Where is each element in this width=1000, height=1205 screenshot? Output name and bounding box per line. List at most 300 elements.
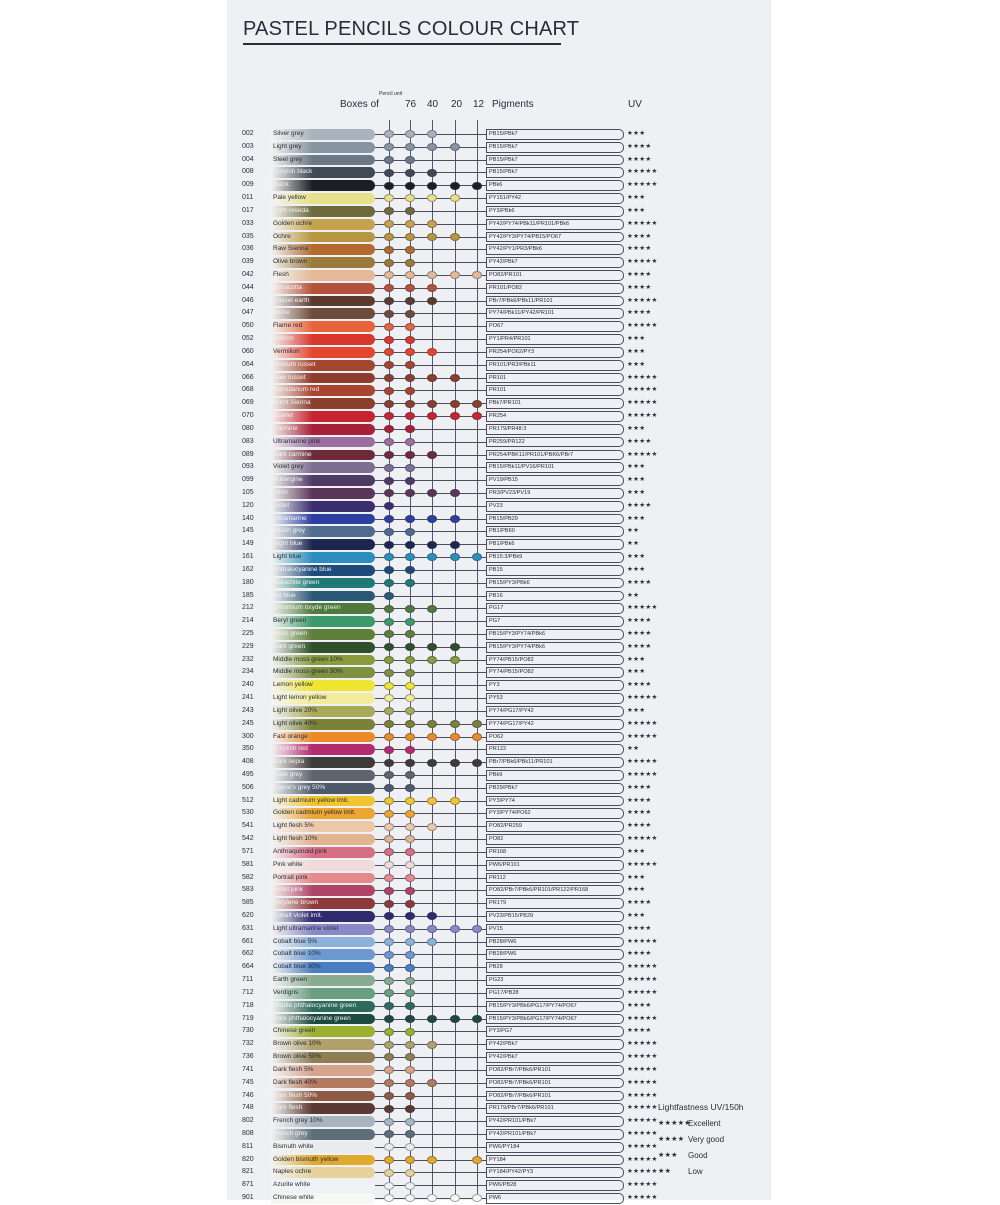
colour-code: 241 [242, 694, 254, 702]
pigment-label: PB28/PW6 [486, 937, 624, 948]
colour-row [227, 615, 771, 628]
colour-name: Violet [273, 501, 290, 509]
colour-code: 661 [242, 937, 254, 945]
colour-code: 811 [242, 1142, 254, 1150]
box-dot-unit [384, 694, 394, 702]
colour-code: 240 [242, 681, 254, 689]
header-box-76: 76 [405, 99, 417, 110]
box-dot-76 [405, 425, 415, 433]
pigment-label: PY3/PY74/PO62 [486, 808, 624, 819]
colour-name: Light ultramarine violet [273, 924, 339, 932]
colour-name: Light olive 40% [273, 719, 318, 727]
box-dot-76 [405, 669, 415, 677]
colour-name: Moss green [273, 629, 307, 637]
header-pencil-unit: Pencil unit [379, 91, 403, 97]
uv-rating: ★★★★★ [627, 322, 658, 330]
colour-row [227, 1025, 771, 1038]
header-pigments: Pigments [492, 99, 534, 110]
colour-row [227, 666, 771, 679]
uv-rating: ★★★★ [627, 899, 652, 907]
uv-rating: ★★★ [627, 347, 646, 355]
page-title: PASTEL PENCILS COLOUR CHART [243, 18, 580, 40]
pigment-label: PY151/PY42 [486, 193, 624, 204]
box-dot-20 [450, 759, 460, 767]
colour-code: 820 [242, 1155, 254, 1163]
box-dot-40 [427, 656, 437, 664]
box-dot-76 [405, 323, 415, 331]
box-dot-76 [405, 182, 415, 190]
legend-item [658, 1151, 768, 1167]
pigment-label: PY184/PY42/PY3 [486, 1167, 624, 1178]
colour-row [227, 577, 771, 590]
uv-rating: ★★★★★ [627, 1104, 658, 1112]
colour-name: Phthalocyanine blue [273, 565, 332, 573]
uv-rating: ★★★★★ [627, 296, 658, 304]
colour-code: 105 [242, 488, 254, 496]
uv-rating: ★★★★★ [627, 694, 658, 702]
box-dot-unit [384, 541, 394, 549]
colour-code: 060 [242, 347, 254, 355]
box-dot-unit [384, 400, 394, 408]
colour-name: Black [273, 181, 289, 189]
box-dot-76 [405, 810, 415, 818]
colour-code: 901 [242, 1194, 254, 1202]
box-dot-unit [384, 656, 394, 664]
uv-rating: ★★★★★ [627, 835, 658, 843]
box-dot-40 [427, 130, 437, 138]
box-dot-unit [384, 259, 394, 267]
box-dot-76 [405, 412, 415, 420]
colour-name: Malachite green [273, 578, 320, 586]
box-dot-unit [384, 477, 394, 485]
pigment-label: PY53 [486, 693, 624, 704]
box-dot-76 [405, 823, 415, 831]
colour-code: 064 [242, 360, 254, 368]
colour-code: 046 [242, 296, 254, 304]
box-dot-40 [427, 374, 437, 382]
pigment-label: PV19/PB15 [486, 475, 624, 486]
uv-rating: ★★★★★ [627, 450, 658, 458]
colour-code: 808 [242, 1129, 254, 1137]
pigment-label: PO67 [486, 321, 624, 332]
colour-row [227, 731, 771, 744]
box-dot-20 [450, 553, 460, 561]
pigment-label: PG23 [486, 975, 624, 986]
box-dot-76 [405, 387, 415, 395]
box-dot-40 [427, 643, 437, 651]
box-dot-76 [405, 156, 415, 164]
uv-rating: ★★★★★ [627, 412, 658, 420]
colour-row [227, 884, 771, 897]
colour-name: Pale yellow [273, 194, 306, 202]
colour-row [227, 307, 771, 320]
colour-code: 512 [242, 796, 254, 804]
pigment-label: PR122 [486, 744, 624, 755]
colour-row [227, 1013, 771, 1026]
box-dot-unit [384, 502, 394, 510]
colour-row [227, 641, 771, 654]
colour-code: 089 [242, 450, 254, 458]
colour-name: Cobalt violet imit. [273, 912, 323, 920]
uv-rating: ★★★★ [627, 142, 652, 150]
box-dot-12 [472, 720, 482, 728]
uv-rating: ★★★ [627, 565, 646, 573]
box-dot-unit [384, 912, 394, 920]
colour-name: Cobalt blue 30% [273, 963, 321, 971]
box-dot-unit [384, 900, 394, 908]
colour-row [227, 1192, 771, 1205]
legend-label: Very good [688, 1135, 725, 1144]
box-dot-unit [384, 771, 394, 779]
box-dot-unit [384, 1118, 394, 1126]
colour-code: 004 [242, 155, 254, 163]
colour-code: 541 [242, 822, 254, 830]
colour-name: Earth green [273, 976, 307, 984]
colour-code: 070 [242, 412, 254, 420]
colour-code: 180 [242, 578, 254, 586]
uv-rating: ★★★★ [627, 617, 652, 625]
pigment-label: PR101 [486, 385, 624, 396]
colour-code: 099 [242, 476, 254, 484]
colour-code: 243 [242, 706, 254, 714]
box-dot-unit [384, 989, 394, 997]
colour-row [227, 859, 771, 872]
pigment-label: PB15 [486, 565, 624, 576]
colour-row [227, 449, 771, 462]
colour-row [227, 782, 771, 795]
pigment-label: PY184 [486, 1155, 624, 1166]
colour-row [227, 769, 771, 782]
colour-row [227, 948, 771, 961]
pigment-label: PB15/PBk7 [486, 129, 624, 140]
box-dot-unit [384, 618, 394, 626]
colour-name: Medium russet [273, 360, 316, 368]
colour-row [227, 961, 771, 974]
box-dot-76 [405, 720, 415, 728]
colour-row [227, 423, 771, 436]
box-dot-unit [384, 643, 394, 651]
box-dot-unit [384, 156, 394, 164]
colour-name: Light blue [273, 553, 302, 561]
legend-title: Lightfastness UV/150h [658, 1102, 744, 1112]
box-dot-76 [405, 579, 415, 587]
colour-name: Dark flesh [273, 1104, 303, 1112]
colour-name: Fast orange [273, 732, 308, 740]
box-dot-40 [427, 823, 437, 831]
colour-name: Ochre [273, 232, 291, 240]
uv-rating: ★★★★★ [627, 373, 658, 381]
colour-code: 350 [242, 745, 254, 753]
box-dot-76 [405, 143, 415, 151]
box-dot-unit [384, 848, 394, 856]
colour-code: 035 [242, 232, 254, 240]
box-dot-40 [427, 182, 437, 190]
box-dot-40 [427, 541, 437, 549]
colour-code: 080 [242, 424, 254, 432]
uv-rating: ★★★★★ [627, 258, 658, 266]
box-dot-76 [405, 438, 415, 446]
box-dot-unit [384, 515, 394, 523]
pigment-label: PY3/PG7 [486, 1026, 624, 1037]
colour-name: Carmine [273, 424, 298, 432]
colour-row [227, 833, 771, 846]
colour-row [227, 602, 771, 615]
uv-rating: ★★★★★ [627, 1194, 658, 1202]
box-dot-unit [384, 938, 394, 946]
box-dot-unit [384, 528, 394, 536]
colour-name: Olive brown [273, 258, 308, 266]
pigment-label: PB15/PY3/PBk6 [486, 578, 624, 589]
uv-rating: ★★★★ [627, 924, 652, 932]
pigment-label: PBk7/PR101 [486, 398, 624, 409]
box-dot-unit [384, 1156, 394, 1164]
pigment-label: PO82 [486, 834, 624, 845]
box-dot-unit [384, 682, 394, 690]
colour-code: 033 [242, 219, 254, 227]
header-boxes-of: Boxes of [340, 99, 379, 110]
box-dot-unit [384, 720, 394, 728]
box-dot-unit [384, 207, 394, 215]
box-dot-unit [384, 746, 394, 754]
box-dot-40 [427, 1156, 437, 1164]
box-dot-40 [427, 720, 437, 728]
colour-row [227, 397, 771, 410]
uv-rating: ★★★★ [627, 681, 652, 689]
box-dot-unit [384, 464, 394, 472]
box-dot-20 [450, 515, 460, 523]
colour-row [227, 756, 771, 769]
box-dot-unit [384, 374, 394, 382]
box-dot-76 [405, 1066, 415, 1074]
box-dot-12 [472, 271, 482, 279]
box-dot-76 [405, 925, 415, 933]
box-dot-40 [427, 912, 437, 920]
uv-rating: ★★★ [627, 873, 646, 881]
pigment-label: PW6/PB28 [486, 1180, 624, 1191]
uv-rating: ★★★★★ [627, 1129, 658, 1137]
colour-code: 047 [242, 309, 254, 317]
box-dot-76 [405, 1041, 415, 1049]
colour-name: Middle moss green 10% [273, 655, 343, 663]
uv-rating: ★★ [627, 591, 640, 599]
box-dot-76 [405, 336, 415, 344]
pigment-label: PBk6 [486, 180, 624, 191]
uv-rating: ★★★★ [627, 629, 652, 637]
pigment-label: PY74/PG17/PY42 [486, 706, 624, 717]
box-dot-unit [384, 874, 394, 882]
box-dot-unit [384, 1130, 394, 1138]
pigment-label: PO82/PR259 [486, 821, 624, 832]
box-dot-unit [384, 1053, 394, 1061]
box-dot-76 [405, 694, 415, 702]
colour-code: 162 [242, 565, 254, 573]
colour-name: Golden ochre [273, 219, 313, 227]
colour-row [227, 282, 771, 295]
box-dot-unit [384, 977, 394, 985]
uv-rating: ★★★★★ [627, 1078, 658, 1086]
box-dot-unit [384, 143, 394, 151]
colour-name: Dark green [273, 642, 306, 650]
colour-code: 003 [242, 142, 254, 150]
box-dot-40 [427, 938, 437, 946]
box-dot-unit [384, 310, 394, 318]
box-dot-76 [405, 1130, 415, 1138]
pigment-label: PY42/PR101/PBk7 [486, 1116, 624, 1127]
pigment-label: PY74/PBk11/PY42/PR101 [486, 308, 624, 319]
uv-rating: ★★★ [627, 886, 646, 894]
box-dot-unit [384, 1028, 394, 1036]
box-dot-unit [384, 130, 394, 138]
colour-code: 741 [242, 1065, 254, 1073]
colour-row [227, 897, 771, 910]
box-dot-40 [427, 925, 437, 933]
box-dot-20 [450, 194, 460, 202]
colour-code: 664 [242, 963, 254, 971]
colour-code: 083 [242, 437, 254, 445]
colour-code: 214 [242, 617, 254, 625]
legend-stars: ★★★★ [658, 1136, 685, 1143]
colour-name: Perylene brown [273, 899, 319, 907]
pigment-label: PO82/PR101 [486, 270, 624, 281]
colour-name: Flesh [273, 271, 289, 279]
box-dot-76 [405, 207, 415, 215]
colour-name: Golden bismuth yellow [273, 1155, 339, 1163]
colour-code: 011 [242, 194, 254, 202]
box-dot-40 [427, 1041, 437, 1049]
uv-rating: ★★★ [627, 206, 646, 214]
colour-name: Raw Sienna [273, 245, 309, 253]
uv-rating: ★★★★★ [627, 719, 658, 727]
box-dot-76 [405, 130, 415, 138]
colour-name: Light flesh 10% [273, 835, 318, 843]
colour-row [227, 551, 771, 564]
colour-name: Chromium oxyde green [273, 604, 341, 612]
colour-code: 300 [242, 732, 254, 740]
colour-name: Brown olive 50% [273, 1053, 322, 1061]
box-dot-unit [384, 605, 394, 613]
colour-name: Plum [273, 488, 288, 496]
pigment-label: PO82/PBr7/PBk6/PR101 [486, 1078, 624, 1089]
box-dot-40 [427, 733, 437, 741]
box-dot-76 [405, 643, 415, 651]
box-dot-unit [384, 348, 394, 356]
uv-rating: ★★★★ [627, 271, 652, 279]
colour-name: Greyish black [273, 168, 313, 176]
box-dot-unit [384, 297, 394, 305]
colour-code: 730 [242, 1027, 254, 1035]
colour-name: Terracotta [273, 283, 302, 291]
box-dot-76 [405, 310, 415, 318]
colour-name: Cobalt blue 5% [273, 937, 318, 945]
pigment-label: PR168 [486, 847, 624, 858]
box-dot-76 [405, 951, 415, 959]
pigment-label: PR3/PV23/PV19 [486, 488, 624, 499]
box-dot-40 [427, 233, 437, 241]
colour-name: Middle phthalocyanine green [273, 1001, 357, 1009]
box-dot-76 [405, 630, 415, 638]
box-dot-76 [405, 1169, 415, 1177]
pigment-label: PR101/PO82 [486, 283, 624, 294]
pigment-label: PY42/PR101/PBk7 [486, 1129, 624, 1140]
colour-name: French grey 10% [273, 1117, 323, 1125]
box-dot-40 [427, 348, 437, 356]
colour-row [227, 205, 771, 218]
colour-code: 871 [242, 1181, 254, 1189]
colour-code: 582 [242, 873, 254, 881]
box-dot-20 [450, 143, 460, 151]
colour-row [227, 1051, 771, 1064]
box-dot-20 [450, 720, 460, 728]
uv-rating: ★★★ [627, 424, 646, 432]
box-dot-unit [384, 412, 394, 420]
colour-code: 718 [242, 1001, 254, 1009]
colour-code: 008 [242, 168, 254, 176]
box-dot-76 [405, 220, 415, 228]
colour-row [227, 359, 771, 372]
box-dot-unit [384, 451, 394, 459]
box-dot-40 [427, 605, 437, 613]
pigment-label: PB28/PW6 [486, 949, 624, 960]
colour-name: Bistre [273, 309, 290, 317]
colour-name: Brown olive 10% [273, 1040, 322, 1048]
box-dot-unit [384, 387, 394, 395]
box-dot-40 [427, 400, 437, 408]
colour-code: 719 [242, 1014, 254, 1022]
legend-label: Excellent [688, 1119, 721, 1128]
box-dot-76 [405, 284, 415, 292]
colour-row [227, 807, 771, 820]
box-dot-76 [405, 1156, 415, 1164]
box-dot-76 [405, 400, 415, 408]
colour-code: 225 [242, 629, 254, 637]
box-dot-unit [384, 951, 394, 959]
uv-rating: ★★★★ [627, 796, 652, 804]
colour-row [227, 179, 771, 192]
uv-rating: ★★★★★ [627, 771, 658, 778]
pigment-label: PB15/PY3/PBk6/PG17/PY74/PO67 [486, 1001, 624, 1012]
box-dot-unit [384, 1041, 394, 1049]
box-dot-76 [405, 477, 415, 485]
uv-rating: ★★★★★ [627, 1142, 658, 1150]
pigment-label: PW6 [486, 1193, 624, 1204]
uv-rating: ★★★★★ [627, 1181, 658, 1189]
colour-code: 212 [242, 604, 254, 612]
uv-rating: ★★★★ [627, 950, 652, 958]
box-dot-40 [427, 143, 437, 151]
pigment-label: PY74/PB15/PO82 [486, 655, 624, 666]
box-dot-76 [405, 707, 415, 715]
box-dot-76 [405, 784, 415, 792]
colour-row [227, 1064, 771, 1077]
box-dot-12 [472, 1015, 482, 1023]
colour-row [227, 1090, 771, 1103]
colour-row [227, 474, 771, 487]
colour-name: Golden cadmium yellow imit. [273, 809, 356, 817]
colour-name: French grey [273, 1129, 308, 1137]
colour-row [227, 487, 771, 500]
colour-code: 585 [242, 899, 254, 907]
pigment-label: PG7 [486, 616, 624, 627]
pigment-label: PO82/PBr7/PBk6/PR101 [486, 1091, 624, 1102]
colour-row [227, 590, 771, 603]
pigment-label: PR254/PO62/PY3 [486, 347, 624, 358]
box-dot-20 [450, 182, 460, 190]
colour-name: Violet grey [273, 463, 304, 471]
box-dot-76 [405, 259, 415, 267]
title-underline [243, 43, 561, 45]
uv-rating: ★★★★★ [627, 1091, 658, 1099]
box-dot-76 [405, 900, 415, 908]
